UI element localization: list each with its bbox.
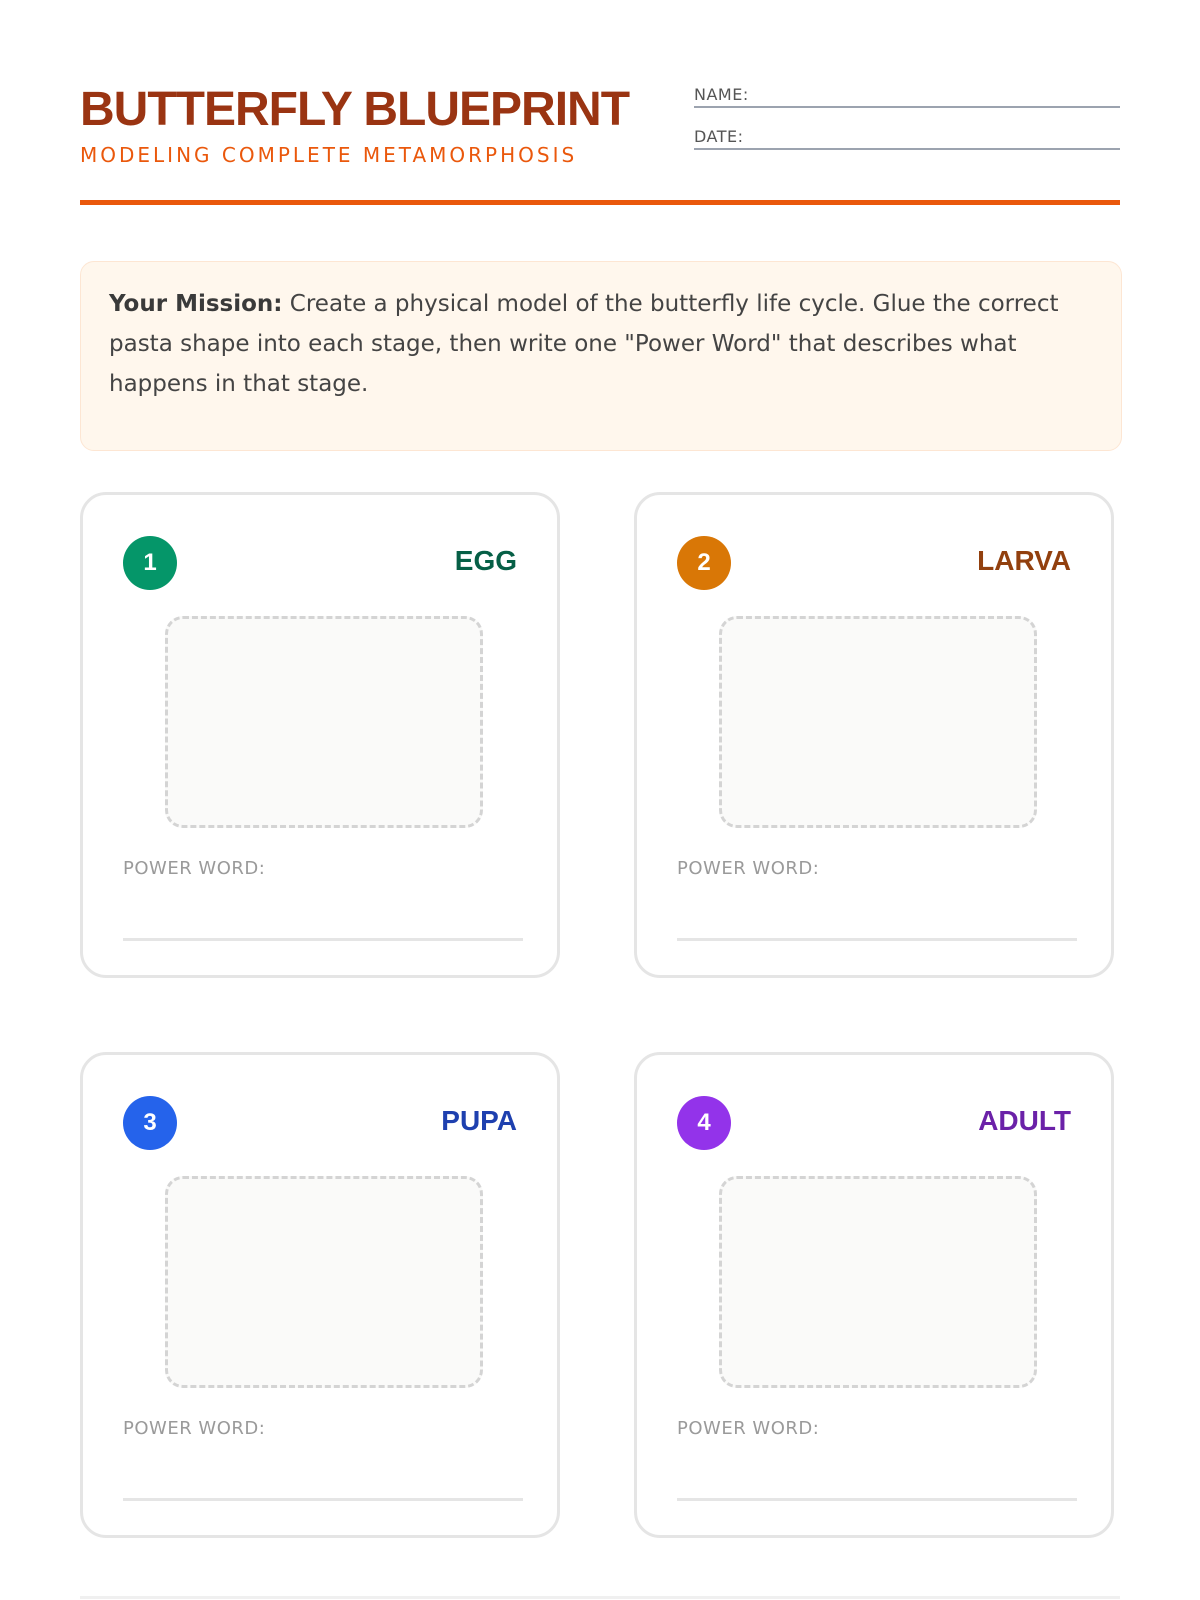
- stage-card-larva: [634, 492, 1114, 978]
- pasta-drop-zone[interactable]: [165, 1176, 483, 1388]
- power-word-label: POWER WORD:: [123, 1418, 266, 1439]
- stage-number-badge: 3: [123, 1096, 177, 1150]
- name-field[interactable]: [694, 80, 1120, 108]
- stage-name: EGG: [454, 545, 517, 576]
- stage-number-badge: 4: [677, 1096, 731, 1150]
- power-word-line[interactable]: [123, 938, 523, 941]
- power-word-label: POWER WORD:: [677, 1418, 820, 1439]
- name-label: NAME:: [694, 85, 749, 104]
- stage-name: ADULT: [978, 1105, 1071, 1136]
- worksheet-title: BUTTERFLY BLUEPRINT: [80, 83, 630, 136]
- pasta-drop-zone[interactable]: [719, 616, 1037, 828]
- mission-label: Your Mission:: [109, 291, 283, 317]
- worksheet-subtitle: MODELING COMPLETE METAMORPHOSIS: [80, 143, 578, 167]
- footer-divider: [80, 1596, 1120, 1599]
- stage-name: LARVA: [977, 545, 1071, 576]
- pasta-drop-zone[interactable]: [719, 1176, 1037, 1388]
- power-word-line[interactable]: [677, 938, 1077, 941]
- stage-number-badge: 1: [123, 536, 177, 590]
- power-word-label: POWER WORD:: [677, 858, 820, 879]
- date-label: DATE:: [694, 127, 744, 146]
- stage-number-badge: 2: [677, 536, 731, 590]
- pasta-drop-zone[interactable]: [165, 616, 483, 828]
- mission-text: Create a physical model of the butterfly life cycle. Glue the correct pasta shape into each stage, then write one "Power Word" that describes what happens in that stage.: [109, 291, 1059, 397]
- stage-card-pupa: [80, 1052, 560, 1538]
- power-word-line[interactable]: [677, 1498, 1077, 1501]
- stage-card-egg: [80, 492, 560, 978]
- stage-name: PUPA: [441, 1105, 517, 1136]
- mission-box: [80, 261, 1122, 451]
- power-word-label: POWER WORD:: [123, 858, 266, 879]
- date-field[interactable]: [694, 122, 1120, 150]
- power-word-line[interactable]: [123, 1498, 523, 1501]
- stage-card-adult: [634, 1052, 1114, 1538]
- header-divider: [80, 200, 1120, 205]
